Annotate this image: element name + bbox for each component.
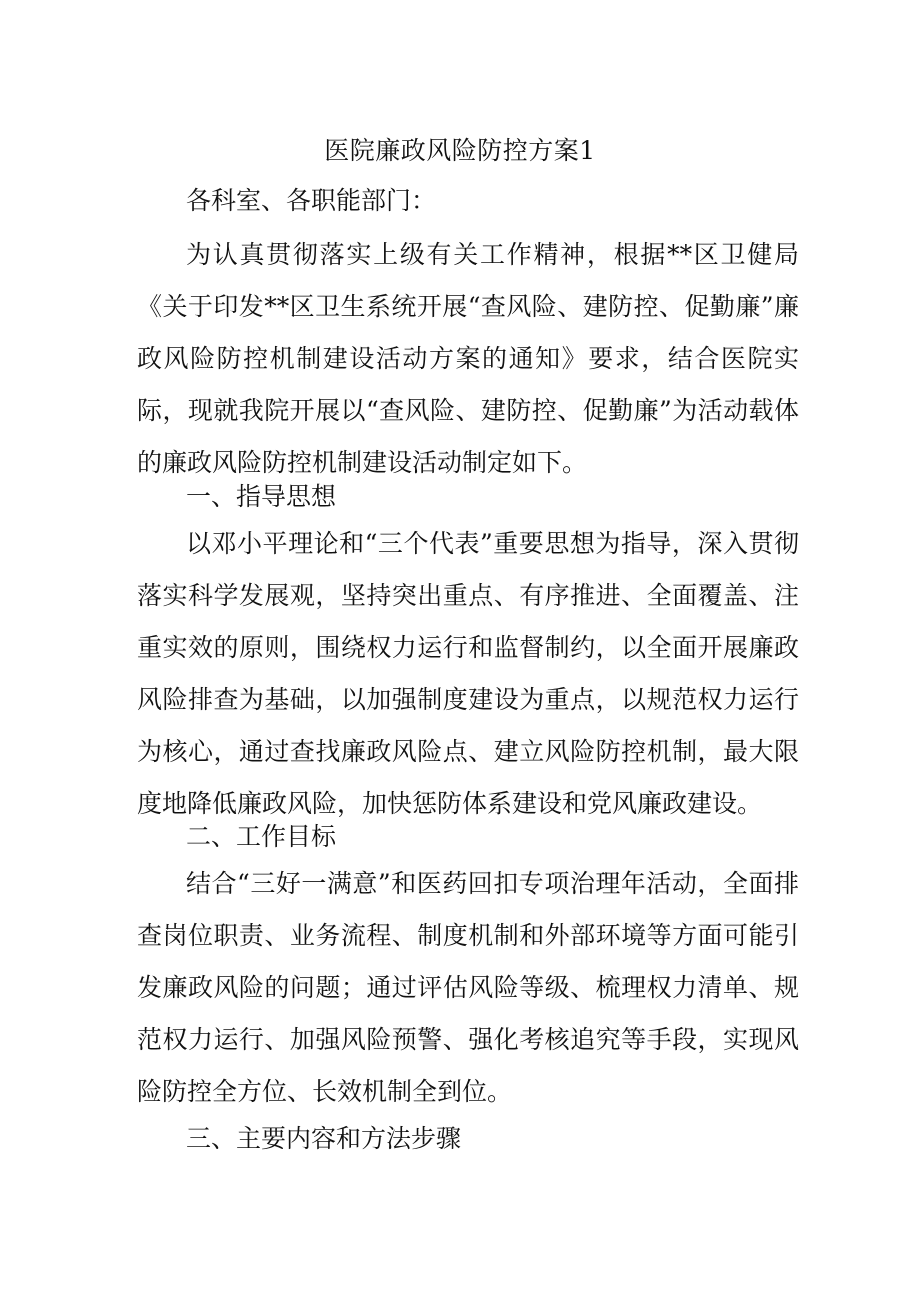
document-title: 医院廉政风险防控方案1: [324, 136, 596, 165]
section-body-guiding-ideology: 以邓小平理论和“三个代表”重要思想为指导，深入贯彻落实科学发展观，坚持突出重点、有序推进、全面覆盖、注重实效的原则，围绕权力运行和监督制约，以全面开展廉政风险排查为基础，以加强制度建设为重点，以规范权力运行为核心，通过查找廉政风险点、建立风险防控机制，最大限度地降低廉政风险，加快惩防体系建设和党风廉政建设。: [137, 529, 799, 818]
section-heading-guiding-ideology: 一、指导思想: [186, 482, 337, 511]
section-heading-main-content: 三、主要内容和方法步骤: [186, 1124, 462, 1153]
section-heading-work-goals: 二、工作目标: [186, 822, 337, 851]
salutation: 各科室、各职能部门：: [186, 186, 437, 215]
section-body-work-goals: 结合“三好一满意”和医药回扣专项治理年活动，全面排查岗位职责、业务流程、制度机制和外部环境等方面可能引发廉政风险的问题；通过评估风险等级、梳理权力清单、规范权力运行、加强风险预警、强化考核追究等手段，实现风险防控全方位、长效机制全到位。: [137, 869, 799, 1106]
intro-paragraph: 为认真贯彻落实上级有关工作精神，根据**区卫健局《关于印发**区卫生系统开展“查风险、建防控、促勤廉”廉政风险防控机制建设活动方案的通知》要求，结合医院实际，现就我院开展以“查风险、建防控、促勤廉”为活动载体的廉政风险防控机制建设活动制定如下。: [137, 240, 799, 477]
